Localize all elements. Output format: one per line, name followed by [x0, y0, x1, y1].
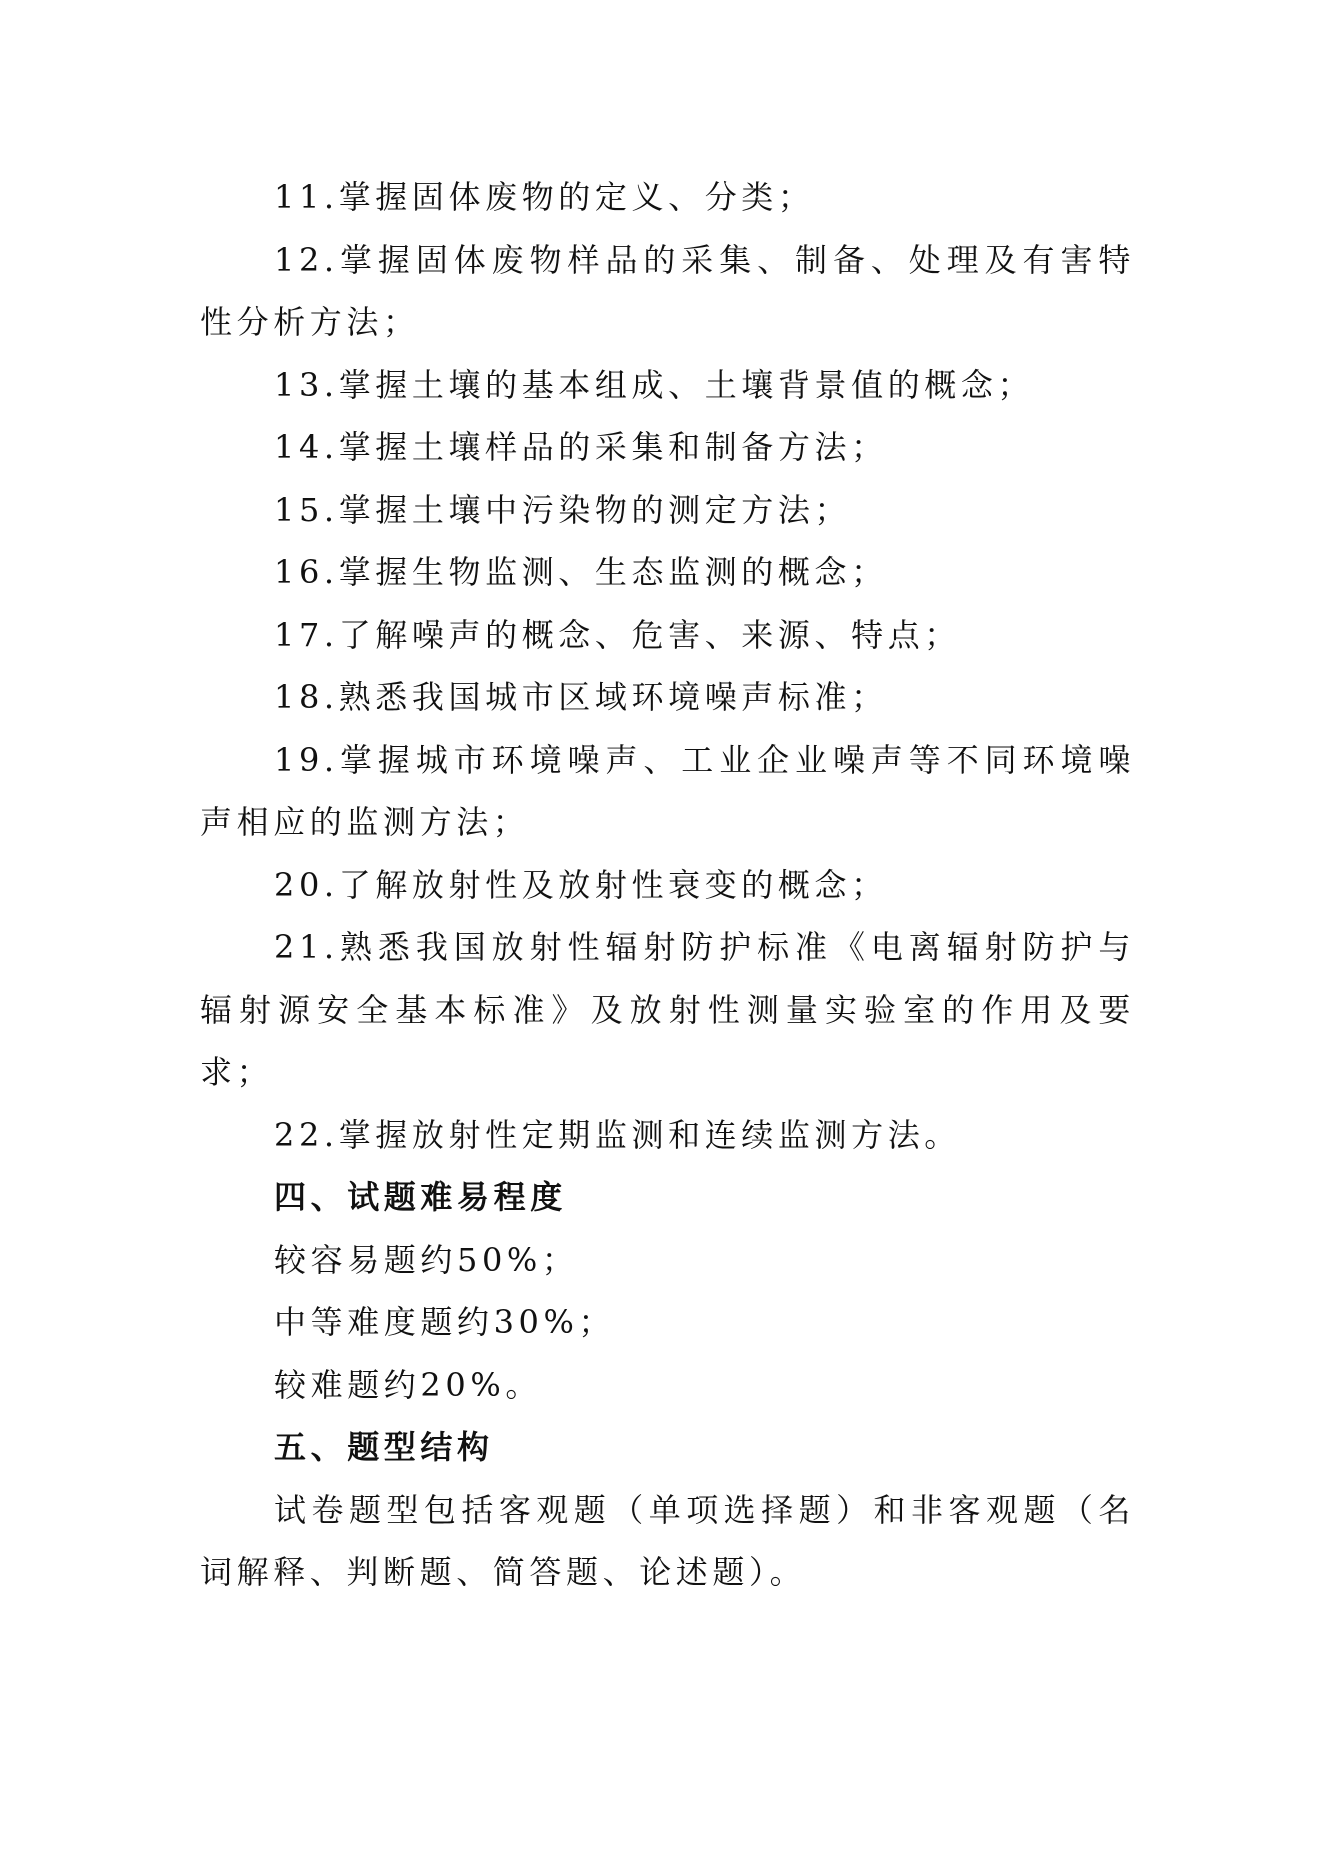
section-heading-structure: 五、题型结构 [274, 1428, 494, 1466]
list-item-15: 15.掌握土壤中污染物的测定方法； [274, 490, 852, 529]
list-item-12: 12.掌握固体废物样品的采集、制备、处理及有害特性分析方法； [200, 240, 1135, 341]
document-body [200, 166, 1135, 1604]
list-item-13: 13.掌握土壤的基本组成、土壤背景值的概念； [274, 365, 1035, 404]
list-item-16: 16.掌握生物监测、生态监测的概念； [274, 553, 888, 591]
list-item-14: 14.掌握土壤样品的采集和制备方法； [274, 428, 888, 466]
list-item-21: 21.熟悉我国放射性辐射防护标准《电离辐射防护与辐射源安全基本标准》及放射性测量实验室的作用及要求； [200, 928, 1135, 1091]
list-item-22: 22.掌握放射性定期监测和连续监测方法。 [274, 1115, 961, 1154]
list-item-18: 18.熟悉我国城市区域环境噪声标准； [274, 678, 888, 716]
difficulty-easy: 较容易题约50%； [274, 1240, 579, 1279]
list-item-17: 17.了解噪声的概念、危害、来源、特点； [274, 615, 961, 654]
list-item-19: 19.掌握城市环境噪声、工业企业噪声等不同环境噪声相应的监测方法； [200, 740, 1135, 841]
section-heading-difficulty: 四、试题难易程度 [274, 1178, 567, 1216]
list-item-11: 11.掌握固体废物的定义、分类； [274, 178, 815, 216]
difficulty-medium: 中等难度题约30%； [274, 1303, 616, 1341]
list-item-20: 20.了解放射性及放射性衰变的概念； [274, 865, 888, 904]
difficulty-hard: 较难题约20%。 [274, 1365, 542, 1404]
structure-description: 试卷题型包括客观题（单项选择题）和非客观题（名词解释、判断题、简答题、论述题）。 [200, 1490, 1135, 1591]
